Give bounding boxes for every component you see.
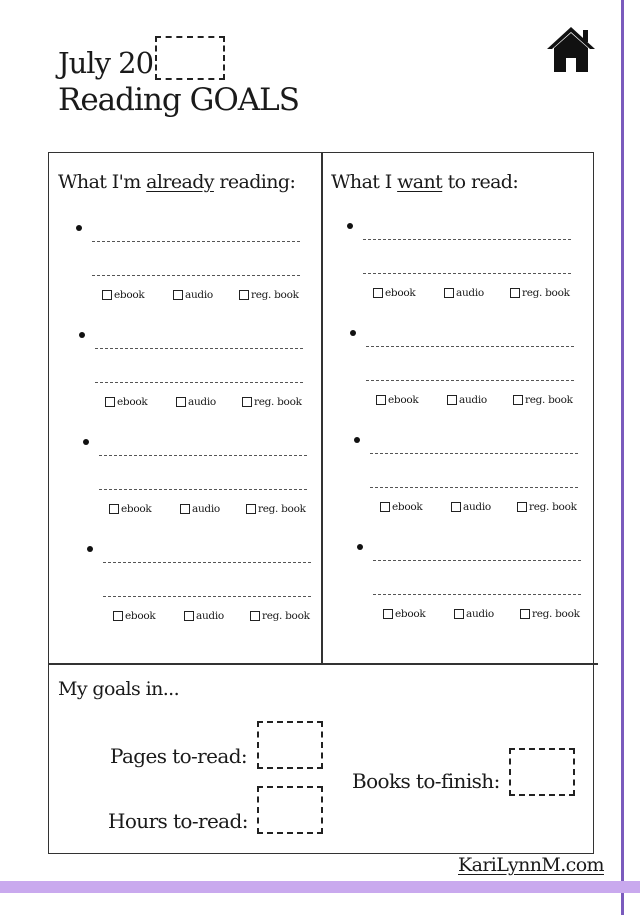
book-title-line[interactable] — [373, 560, 581, 561]
format-options — [373, 287, 570, 299]
book-author-line[interactable] — [370, 487, 578, 488]
option-label: reg. book — [262, 610, 310, 622]
goals-divider — [48, 663, 598, 665]
already-book-entry-2 — [79, 332, 304, 412]
reg-book-option[interactable] — [242, 396, 302, 408]
pages-goal-box[interactable] — [257, 721, 323, 769]
home-icon[interactable] — [545, 24, 597, 74]
books-goal-box[interactable] — [509, 748, 575, 796]
already-book-entry-4 — [87, 546, 312, 626]
option-label: reg. book — [251, 289, 299, 301]
option-label: audio — [196, 610, 224, 622]
option-label: ebook — [125, 610, 156, 622]
want-book-entry-2 — [350, 330, 575, 410]
book-title-line[interactable] — [103, 562, 311, 563]
option-label: ebook — [392, 501, 423, 513]
book-author-line[interactable] — [99, 489, 307, 490]
format-options — [383, 608, 580, 620]
bullet-dot — [357, 544, 363, 550]
bullet-dot — [87, 546, 93, 552]
ebook-option[interactable] — [102, 289, 173, 301]
checkbox[interactable] — [444, 288, 454, 298]
option-label: audio — [192, 503, 220, 515]
option-label: reg. book — [522, 287, 570, 299]
checkbox[interactable] — [513, 395, 523, 405]
book-author-line[interactable] — [103, 596, 311, 597]
ebook-option[interactable] — [109, 503, 180, 515]
ebook-option[interactable] — [373, 287, 444, 299]
format-options — [109, 503, 306, 515]
format-options — [113, 610, 310, 622]
pages-goal-label: Pages to-read: — [110, 744, 248, 768]
option-label: reg. book — [258, 503, 306, 515]
audio-option[interactable] — [447, 394, 513, 406]
checkbox[interactable] — [180, 504, 190, 514]
option-label: reg. book — [529, 501, 577, 513]
column-divider — [321, 152, 323, 663]
option-label: audio — [459, 394, 487, 406]
want-book-entry-3 — [354, 437, 579, 517]
book-author-line[interactable] — [366, 380, 574, 381]
checkbox[interactable] — [242, 397, 252, 407]
year-entry-box[interactable] — [155, 36, 225, 80]
audio-option[interactable] — [184, 610, 250, 622]
option-label: audio — [456, 287, 484, 299]
site-link[interactable]: KariLynnM.com — [458, 854, 604, 876]
reg-book-option[interactable] — [239, 289, 299, 301]
bullet-dot — [347, 223, 353, 229]
checkbox[interactable] — [373, 288, 383, 298]
bullet-dot — [83, 439, 89, 445]
book-title-line[interactable] — [363, 239, 571, 240]
book-author-line[interactable] — [373, 594, 581, 595]
option-label: ebook — [117, 396, 148, 408]
checkbox[interactable] — [113, 611, 123, 621]
option-label: ebook — [388, 394, 419, 406]
audio-option[interactable] — [444, 287, 510, 299]
ebook-option[interactable] — [380, 501, 451, 513]
audio-option[interactable] — [451, 501, 517, 513]
want-book-entry-4 — [357, 544, 582, 624]
title-heading: Reading GOALS — [58, 82, 299, 118]
book-author-line[interactable] — [92, 275, 300, 276]
checkbox[interactable] — [102, 290, 112, 300]
checkbox[interactable] — [520, 609, 530, 619]
reg-book-option[interactable] — [520, 608, 580, 620]
checkbox[interactable] — [517, 502, 527, 512]
checkbox[interactable] — [105, 397, 115, 407]
already-book-entry-3 — [83, 439, 308, 519]
checkbox[interactable] — [447, 395, 457, 405]
reg-book-option[interactable] — [510, 287, 570, 299]
ebook-option[interactable] — [383, 608, 454, 620]
format-options — [105, 396, 302, 408]
goals-heading: My goals in... — [58, 678, 180, 700]
checkbox[interactable] — [176, 397, 186, 407]
title-date-line — [58, 36, 299, 80]
checkbox[interactable] — [184, 611, 194, 621]
reg-book-option[interactable] — [246, 503, 306, 515]
checkbox[interactable] — [454, 609, 464, 619]
audio-option[interactable] — [454, 608, 520, 620]
format-options — [102, 289, 299, 301]
checkbox[interactable] — [376, 395, 386, 405]
checkbox[interactable] — [239, 290, 249, 300]
lavender-bottom-band — [0, 881, 640, 893]
bullet-dot — [76, 225, 82, 231]
option-label: audio — [463, 501, 491, 513]
audio-option[interactable] — [173, 289, 239, 301]
audio-option[interactable] — [176, 396, 242, 408]
book-title-line[interactable] — [366, 346, 574, 347]
checkbox[interactable] — [109, 504, 119, 514]
bullet-dot — [79, 332, 85, 338]
want-book-entry-1 — [347, 223, 572, 303]
purple-edge-rule — [621, 0, 624, 915]
checkbox[interactable] — [451, 502, 461, 512]
book-author-line[interactable] — [363, 273, 571, 274]
already-book-entry-1 — [76, 225, 301, 305]
checkbox[interactable] — [383, 609, 393, 619]
already-reading-heading: What I'm already reading: — [58, 171, 296, 193]
option-label: audio — [185, 289, 213, 301]
reg-book-option[interactable] — [513, 394, 573, 406]
audio-option[interactable] — [180, 503, 246, 515]
option-label: ebook — [395, 608, 426, 620]
hours-goal-box[interactable] — [257, 786, 323, 834]
book-title-line[interactable] — [99, 455, 307, 456]
books-goal-label: Books to-finish: — [352, 769, 500, 793]
option-label: reg. book — [532, 608, 580, 620]
format-options — [376, 394, 573, 406]
checkbox[interactable] — [246, 504, 256, 514]
ebook-option[interactable] — [113, 610, 184, 622]
option-label: ebook — [385, 287, 416, 299]
option-label: reg. book — [525, 394, 573, 406]
ebook-option[interactable] — [376, 394, 447, 406]
format-options — [380, 501, 577, 513]
bullet-dot — [354, 437, 360, 443]
hours-goal-label: Hours to-read: — [108, 809, 248, 833]
ebook-option[interactable] — [105, 396, 176, 408]
option-label: ebook — [114, 289, 145, 301]
title-month-year: July 20 — [58, 46, 154, 80]
book-title-line[interactable] — [92, 241, 300, 242]
reg-book-option[interactable] — [517, 501, 577, 513]
want-to-read-heading: What I want to read: — [331, 171, 519, 193]
option-label: audio — [466, 608, 494, 620]
checkbox[interactable] — [250, 611, 260, 621]
option-label: audio — [188, 396, 216, 408]
page-title — [58, 36, 299, 118]
book-author-line[interactable] — [95, 382, 303, 383]
checkbox[interactable] — [510, 288, 520, 298]
book-title-line[interactable] — [95, 348, 303, 349]
checkbox[interactable] — [173, 290, 183, 300]
option-label: ebook — [121, 503, 152, 515]
option-label: reg. book — [254, 396, 302, 408]
reg-book-option[interactable] — [250, 610, 310, 622]
book-title-line[interactable] — [370, 453, 578, 454]
bullet-dot — [350, 330, 356, 336]
checkbox[interactable] — [380, 502, 390, 512]
